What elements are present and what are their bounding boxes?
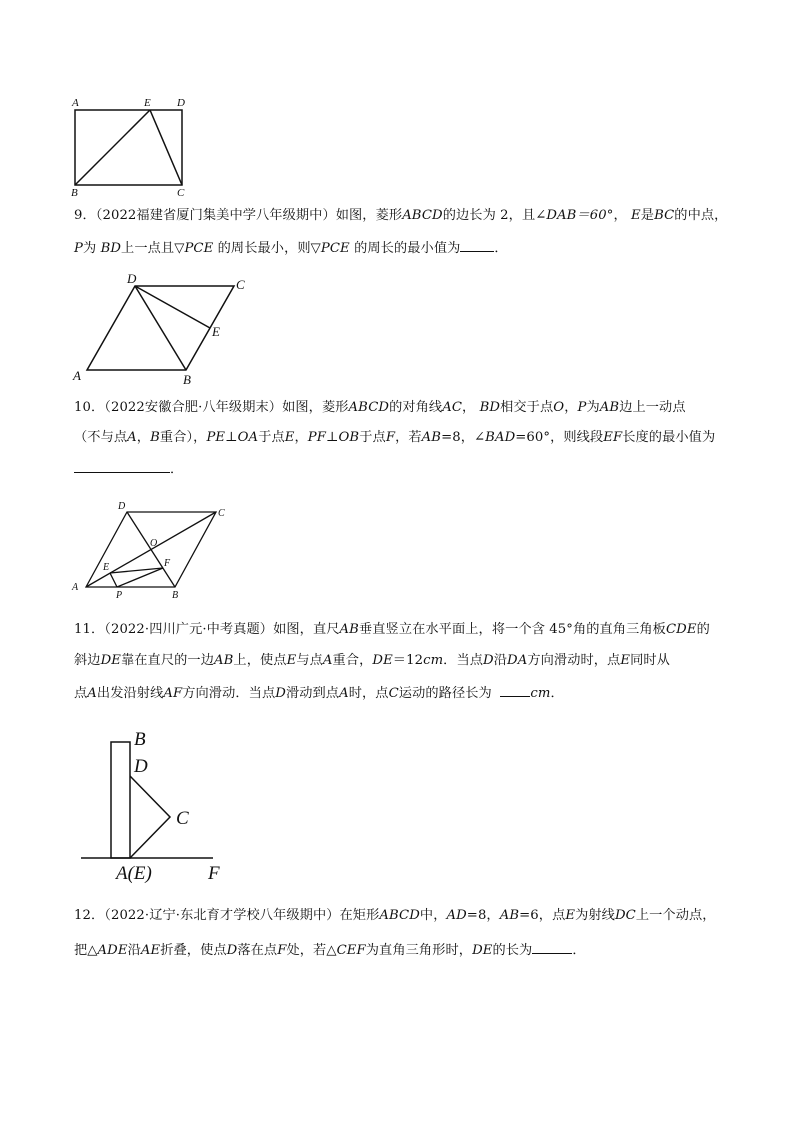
q11-text: DE — [372, 653, 393, 668]
q11-source: 11．（2022·四川广元·中考真题）如图，直尺 — [74, 622, 340, 637]
figure-ruler-triangle — [76, 724, 236, 888]
q11-line-1 — [74, 620, 710, 640]
q10-answer-blank[interactable] — [74, 459, 170, 473]
label-b: B — [183, 372, 191, 387]
q12-answer-blank[interactable] — [532, 940, 572, 954]
q9-text: ▽PCE — [310, 241, 350, 256]
q12-text: DE — [472, 943, 493, 958]
label-e: E — [212, 324, 220, 339]
q10-text: ABCD — [348, 400, 390, 415]
label-ae: A(E) — [116, 863, 152, 884]
q12-text: 为射线 — [575, 908, 615, 923]
q9-text: 的周长最小，则 — [217, 241, 311, 256]
label-f: F — [164, 558, 171, 569]
q11-text: DE — [100, 653, 121, 668]
q12-text: E — [565, 908, 576, 923]
figure-rhombus-q10 — [66, 496, 236, 602]
q11-text: C — [388, 686, 399, 701]
label-d: D — [134, 756, 148, 777]
label-c: C — [236, 277, 245, 292]
q11-text: 上，使点 — [233, 653, 287, 668]
label-c: C — [218, 508, 225, 519]
q11-text: ．当点 — [443, 653, 484, 668]
q10-text: 重合）， — [159, 430, 207, 445]
diagonal-bd — [127, 512, 175, 587]
q12-line-2 — [74, 940, 586, 961]
q10-text: ． — [170, 462, 184, 477]
q10-text: 相交于点 — [500, 400, 554, 415]
label-b: B — [172, 590, 179, 601]
q10-text: PF⊥OB — [307, 430, 360, 445]
q11-text: ． — [550, 686, 564, 701]
q12-text: 为直角三角形时， — [365, 943, 473, 958]
q11-text: D — [483, 653, 494, 668]
q9-text: 为 — [82, 241, 97, 256]
label-d: D — [177, 97, 185, 109]
q12-source: 12．（2022·辽宁·东北育才学校八年级期中）在矩形 — [74, 908, 380, 923]
q12-text: AB — [499, 908, 520, 923]
q10-text: 为 — [586, 400, 600, 415]
q10-text: =8， — [441, 430, 475, 445]
q12-text: DC — [614, 908, 636, 923]
q9-text: 上一点且 — [121, 241, 175, 256]
q12-text: 沿 — [127, 943, 141, 958]
q11-text: A — [339, 686, 349, 701]
q12-text: ADE — [97, 943, 128, 958]
label-d: D — [118, 501, 126, 512]
q12-text: F — [277, 943, 287, 958]
q11-text: DA — [507, 653, 528, 668]
figure-rectangle-abcd — [66, 92, 196, 200]
q10-text: ∠BAD — [474, 430, 516, 445]
q11-text: CDE — [665, 622, 697, 637]
label-c: C — [177, 187, 185, 199]
q10-source: 10．（2022安徽合肥·八年级期末）如图，菱形 — [74, 400, 349, 415]
q10-text: EF — [603, 430, 623, 445]
triangle-cde — [130, 776, 170, 858]
q10-line-3 — [74, 459, 183, 480]
q9-line-1 — [74, 206, 727, 226]
q10-text: AB — [421, 430, 442, 445]
q12-text: 的长为 — [492, 943, 533, 958]
q11-text: ＝12 — [392, 653, 424, 668]
segment-pf — [117, 568, 163, 587]
q9-text: P — [74, 241, 83, 256]
q11-text: D — [275, 686, 286, 701]
q11-text: E — [620, 653, 631, 668]
q11-text: E — [286, 653, 297, 668]
q10-text: ， — [294, 430, 308, 445]
q12-text: 中， — [419, 908, 447, 923]
q11-text: AB — [214, 653, 234, 668]
q9-text: 的中点， — [674, 208, 728, 223]
label-o: O — [150, 538, 158, 549]
q10-text: ，若 — [395, 430, 422, 445]
q9-text: 的边长为 2，且 — [442, 208, 536, 223]
segment-be — [75, 110, 150, 185]
q9-text: ▽PCE — [174, 241, 214, 256]
q12-text: 上一个动点， — [635, 908, 716, 923]
q9-line-2 — [74, 238, 508, 259]
q9-text: ， — [613, 208, 627, 223]
q11-text: 同时从 — [630, 653, 670, 668]
q11-text: 斜边 — [74, 653, 101, 668]
q10-text: PE⊥OA — [206, 430, 259, 445]
q11-text: 沿 — [493, 653, 508, 668]
q9-text: BD — [100, 241, 122, 256]
q9-answer-blank[interactable] — [460, 238, 494, 252]
segment-ec — [150, 110, 182, 185]
q10-text: B — [150, 430, 160, 445]
label-b: B — [71, 187, 78, 199]
q11-text: A — [322, 653, 333, 668]
q10-text: AB — [599, 400, 620, 415]
q12-text: D — [226, 943, 238, 958]
q12-text: =6，点 — [519, 908, 566, 923]
q12-text: 把△ — [74, 943, 98, 958]
q10-text: 于点 — [258, 430, 285, 445]
q9-text: 是 — [640, 208, 655, 223]
q12-text: AD — [446, 908, 467, 923]
q9-source: 9．（2022福建省厦门集美中学八年级期中）如图，菱形 — [74, 208, 403, 223]
q12-text: ABCD — [379, 908, 420, 923]
q12-text: AE — [140, 943, 161, 958]
q10-text: 于点 — [359, 430, 386, 445]
q10-text: =60°，则线段 — [515, 430, 604, 445]
q10-text: AC — [442, 400, 463, 415]
segment-pe — [110, 573, 117, 587]
q10-line-2 — [74, 428, 715, 448]
q10-text: O — [553, 400, 565, 415]
q9-angle: ∠DAB＝60° — [535, 208, 614, 223]
q9-text: ． — [494, 241, 508, 256]
segment-de — [135, 286, 210, 328]
q12-text: 折叠，使点 — [160, 943, 227, 958]
q11-text: 方向滑动．当点 — [182, 686, 276, 701]
label-e: E — [144, 97, 151, 109]
q11-text: AF — [163, 686, 183, 701]
q9-text: E — [631, 208, 641, 223]
q10-text: BD — [479, 400, 501, 415]
q10-line-1 — [74, 398, 686, 418]
label-c: C — [176, 808, 189, 829]
q11-text: 出发沿射线 — [96, 686, 164, 701]
label-p: P — [116, 590, 123, 601]
q11-unit: cm — [530, 686, 551, 701]
label-a: A — [73, 368, 81, 383]
q11-text: 滑动到点 — [285, 686, 340, 701]
q10-text: ， — [564, 400, 578, 415]
q11-line-3 — [74, 683, 564, 704]
q11-answer-blank[interactable] — [500, 683, 530, 697]
q10-text: P — [577, 400, 587, 415]
q11-text: 的 — [696, 622, 710, 637]
label-a: A — [72, 97, 79, 109]
q10-text: ， — [462, 400, 476, 415]
q10-text: ， — [136, 430, 151, 445]
q11-text: 运动的路径长为 — [398, 686, 492, 701]
label-b: B — [134, 729, 146, 750]
q12-text: CEF — [336, 943, 366, 958]
q12-text: ． — [572, 943, 586, 958]
q11-text: 重合， — [332, 653, 373, 668]
q10-text: E — [284, 430, 295, 445]
q11-text: cm — [423, 653, 444, 668]
label-e: E — [103, 562, 110, 573]
q11-text: AB — [339, 622, 359, 637]
figure-rhombus-q9 — [66, 272, 266, 388]
q11-text: 时，点 — [348, 686, 389, 701]
segment-db — [135, 286, 186, 370]
q9-text: ABCD — [402, 208, 443, 223]
q11-text: 点 — [74, 686, 88, 701]
q12-text: =8， — [466, 908, 500, 923]
q9-text: 的周长的最小值为 — [354, 241, 461, 256]
q11-text: 垂直竖立在水平面上，将一个含 45°角的直角三角板 — [358, 622, 666, 637]
q10-text: F — [385, 430, 396, 445]
q11-line-2 — [74, 651, 670, 671]
q10-text: 长度的最小值为 — [622, 430, 716, 445]
q11-text: 与点 — [296, 653, 323, 668]
q10-text: 边上一动点 — [619, 400, 686, 415]
ruler-shape — [111, 742, 130, 858]
q10-text: （不与点 — [74, 430, 128, 445]
q11-text: 方向滑动时，点 — [527, 653, 621, 668]
q10-text: 的对角线 — [389, 400, 443, 415]
q11-text: 靠在直尺的一边 — [120, 653, 214, 668]
label-a: A — [72, 582, 79, 593]
q12-text: 处，若△ — [286, 943, 337, 958]
label-f: F — [208, 863, 220, 884]
q10-text: A — [127, 430, 137, 445]
q9-text: BC — [654, 208, 675, 223]
q12-text: 落在点 — [237, 943, 278, 958]
q12-line-1 — [74, 906, 716, 926]
label-d: D — [127, 272, 137, 286]
q11-text: A — [87, 686, 97, 701]
